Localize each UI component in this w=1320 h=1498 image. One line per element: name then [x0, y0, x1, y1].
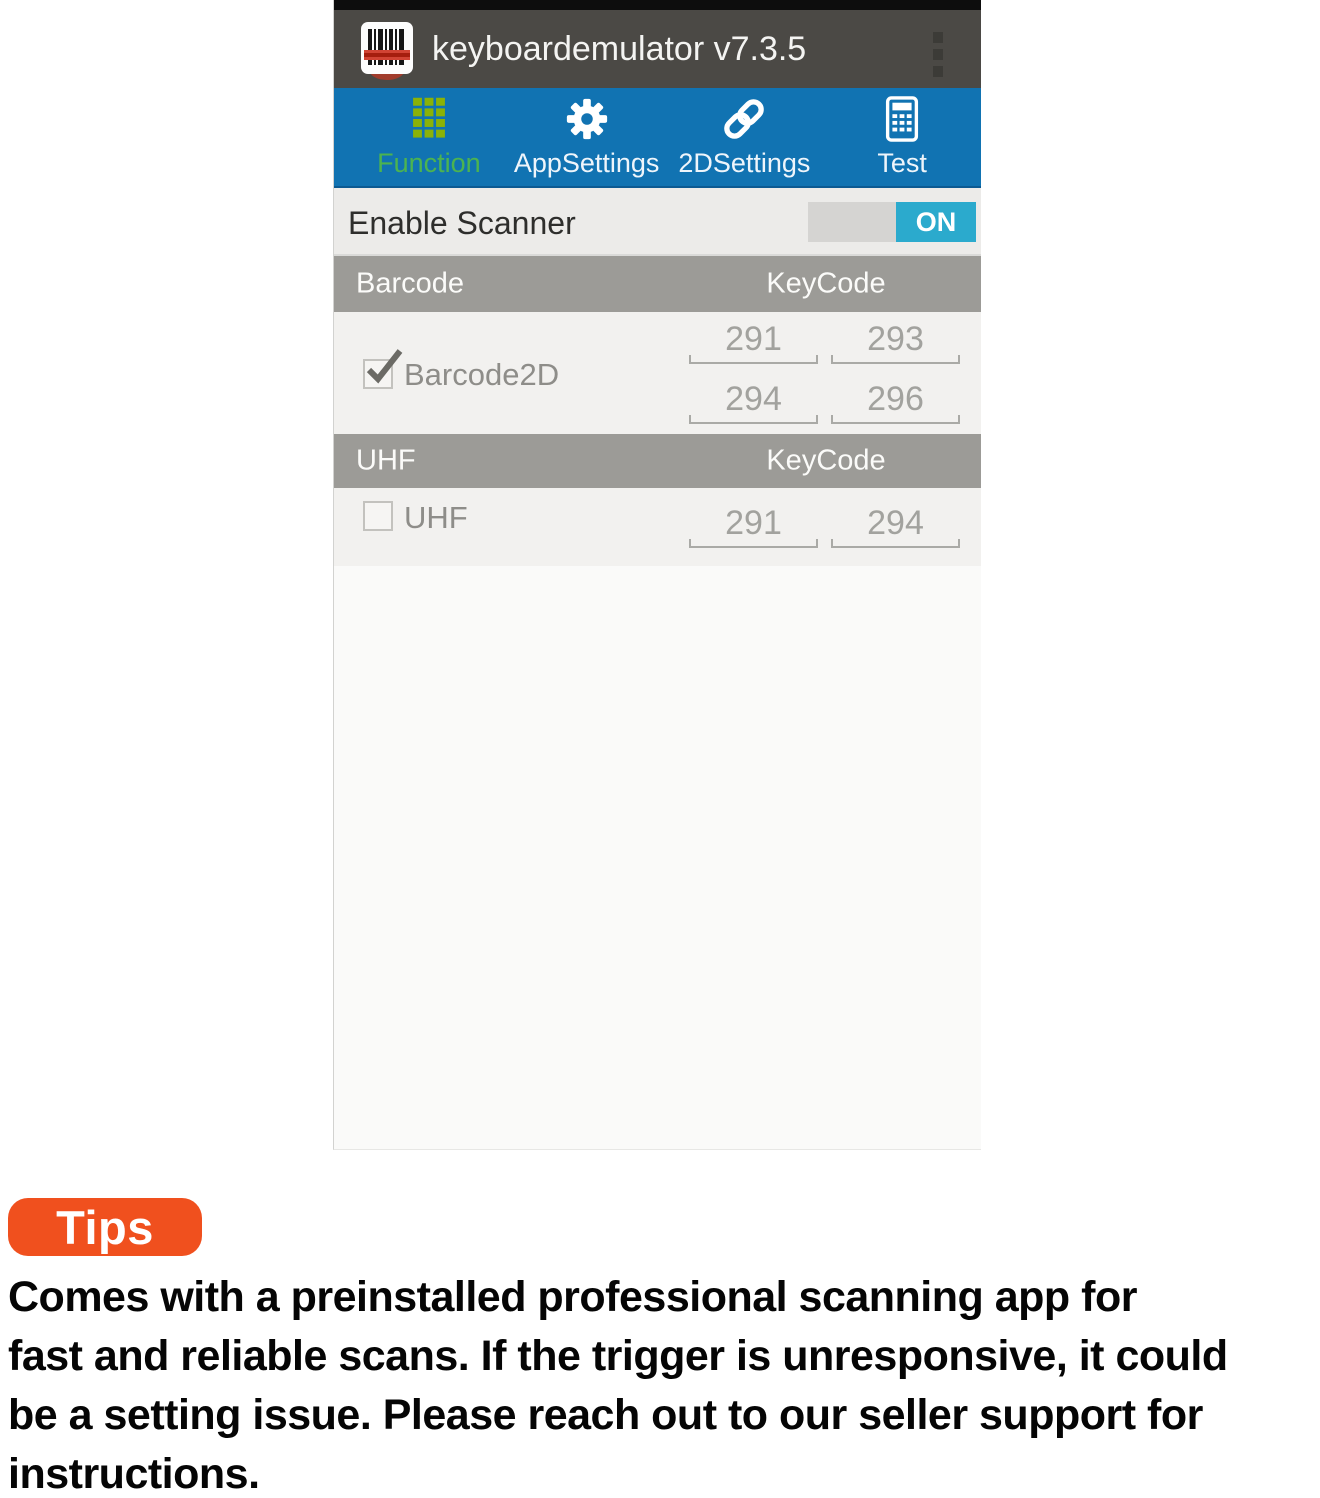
uhf-row [334, 488, 981, 566]
app-screenshot [333, 0, 981, 1150]
field-underline [689, 355, 818, 364]
tips-line: fast and reliable scans. If the trigger is unresponsive, it could [8, 1332, 1228, 1380]
tips-line: Comes with a preinstalled professional scanning app for [8, 1273, 1137, 1321]
barcode-section-header [334, 256, 981, 312]
keycode-value: 291 [725, 504, 782, 542]
keycode-field-4[interactable] [831, 381, 960, 424]
toggle-track [808, 202, 896, 242]
enable-scanner-row [334, 188, 981, 256]
barcode-header-label: Barcode [356, 267, 465, 300]
tab-function-label: Function [377, 148, 481, 178]
tips-paragraph [8, 1268, 1316, 1498]
checkmark-icon [361, 345, 407, 391]
keycode-header-label: KeyCode [766, 267, 886, 300]
tab-2dsettings-label: 2DSettings [678, 148, 811, 178]
status-strip [334, 0, 981, 10]
tab-test-label: Test [877, 148, 927, 178]
overflow-menu-icon[interactable] [933, 32, 945, 77]
tab-bar [334, 88, 981, 188]
tab-2dsettings[interactable] [666, 88, 824, 186]
app-title: keyboardemulator v7.3.5 [432, 29, 807, 68]
enable-scanner-label: Enable Scanner [348, 205, 576, 241]
uhf-keycode-field-1[interactable] [689, 505, 818, 548]
field-underline [689, 539, 818, 548]
tips-line: instructions. [8, 1450, 260, 1498]
toggle-on-thumb: ON [896, 202, 976, 242]
tab-test[interactable] [823, 88, 981, 186]
keycode-value: 294 [725, 380, 782, 418]
keycode-field-3[interactable] [689, 381, 818, 424]
barcode2d-checkbox[interactable] [363, 359, 393, 389]
grid-icon [406, 96, 452, 142]
keycode-value: 293 [867, 320, 924, 358]
field-underline [831, 415, 960, 424]
keycode-field-2[interactable] [831, 321, 960, 364]
uhf-header-label: UHF [356, 444, 416, 477]
gear-icon [564, 96, 610, 142]
field-underline [831, 355, 960, 364]
tips-badge-label: Tips [56, 1200, 154, 1254]
uhf-checkbox[interactable] [363, 501, 393, 531]
keycode-value: 291 [725, 320, 782, 358]
keycode-header-label: KeyCode [766, 444, 886, 477]
keycode-value: 294 [867, 504, 924, 542]
keycode-field-1[interactable] [689, 321, 818, 364]
uhf-section-header [334, 434, 981, 488]
link-icon [721, 96, 767, 142]
uhf-keycode-field-2[interactable] [831, 505, 960, 548]
barcode2d-label: Barcode2D [404, 357, 560, 392]
barcode-scanner-icon [360, 21, 414, 83]
tips-line: be a setting issue. Please reach out to our seller support for [8, 1391, 1203, 1439]
tips-badge [8, 1198, 202, 1256]
uhf-label: UHF [404, 500, 468, 535]
field-underline [831, 539, 960, 548]
tab-appsettings-label: AppSettings [513, 148, 660, 178]
calculator-icon [879, 96, 925, 142]
tab-appsettings[interactable] [508, 88, 666, 186]
field-underline [689, 415, 818, 424]
keycode-value: 296 [867, 380, 924, 418]
tab-function[interactable] [350, 88, 508, 186]
title-bar [334, 10, 981, 88]
enable-scanner-toggle[interactable] [808, 202, 976, 242]
barcode2d-row [334, 312, 981, 434]
